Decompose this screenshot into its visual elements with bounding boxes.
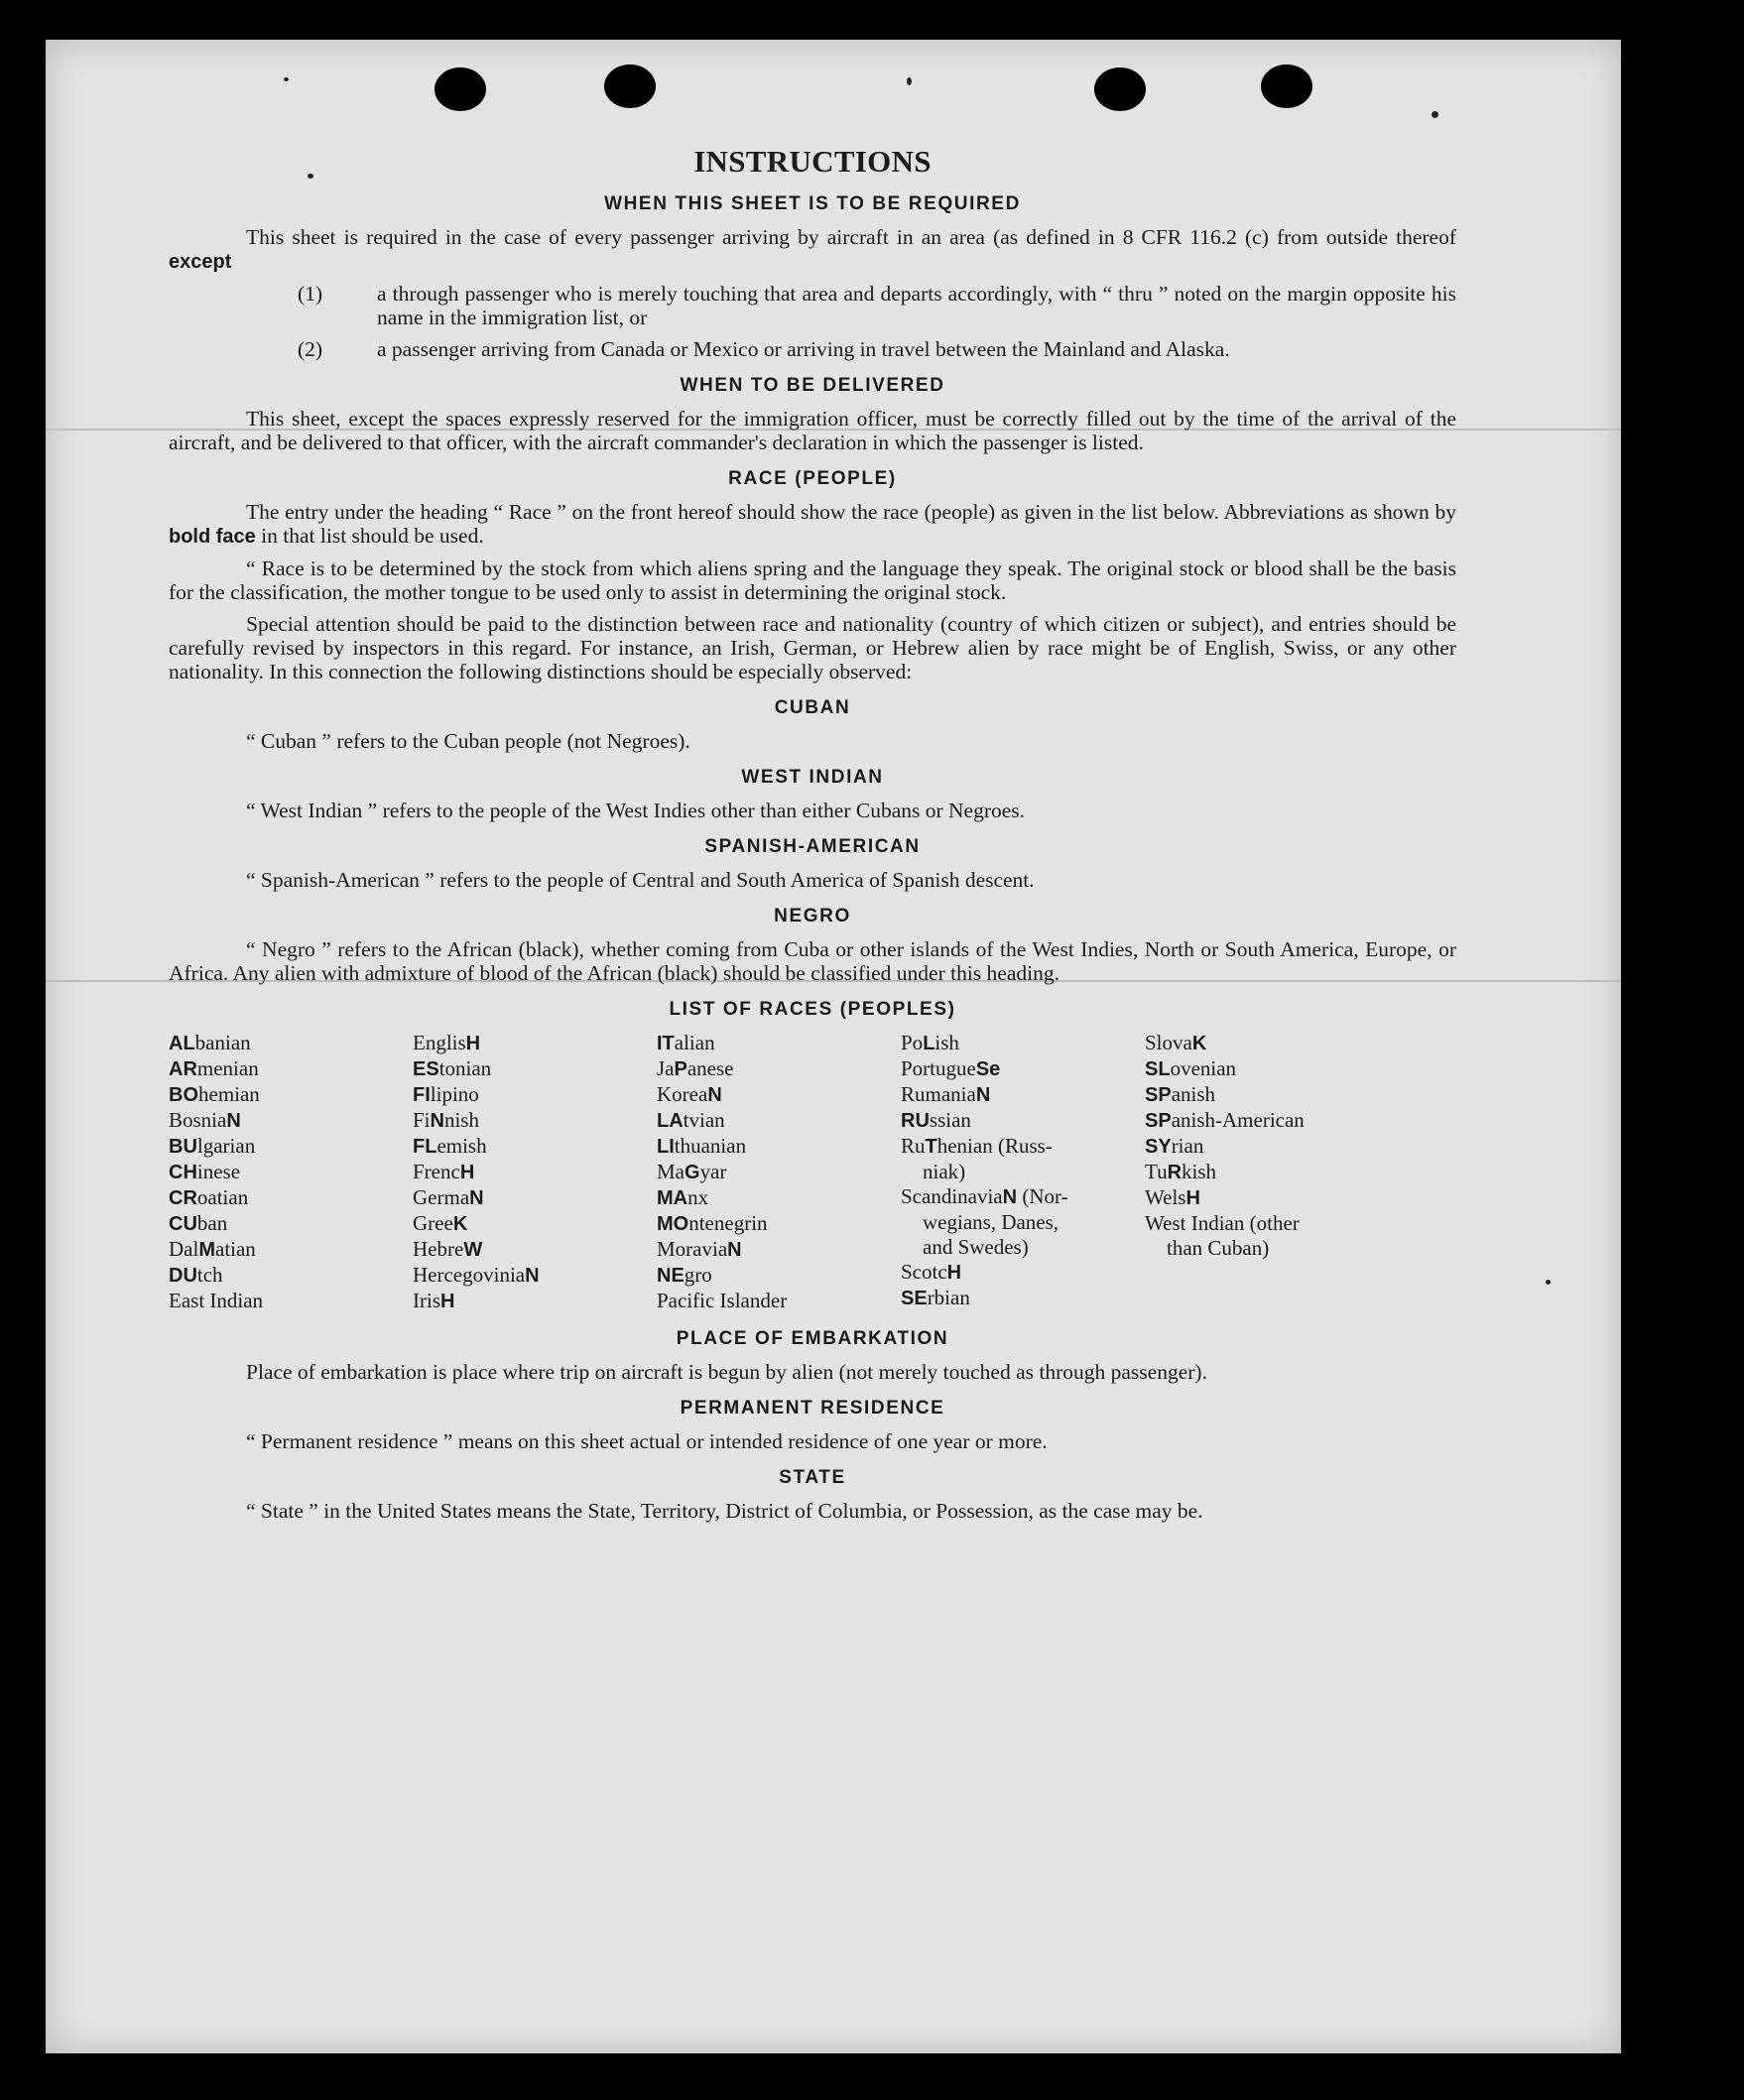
race-entry: DUtch bbox=[169, 1263, 223, 1287]
heading-embarkation: PLACE OF EMBARKATION bbox=[676, 1328, 949, 1349]
race-entry: HercegoviniaN bbox=[413, 1263, 540, 1287]
races-column bbox=[413, 1031, 657, 1314]
race-entry: CHinese bbox=[169, 1160, 241, 1183]
speck bbox=[907, 77, 912, 85]
paragraph-cuban: “ Cuban ” refers to the Cuban people (not Negroes). bbox=[246, 729, 690, 753]
race-entry: FrencH bbox=[413, 1160, 475, 1183]
paragraph-west-indian: “ West Indian ” refers to the people of the West Indies other than either Cubans or Negroes. bbox=[246, 799, 1026, 822]
race-entry: EnglisH bbox=[413, 1031, 481, 1054]
race-entry: East Indian bbox=[169, 1289, 264, 1312]
heading-list-of-races: LIST OF RACES (PEOPLES) bbox=[669, 999, 956, 1020]
race-entry: IrisH bbox=[413, 1289, 455, 1312]
race-entry: PortugueSe bbox=[901, 1056, 1001, 1080]
heading-spanish-american: SPANISH-AMERICAN bbox=[704, 836, 921, 857]
race-entry: NEgro bbox=[657, 1263, 712, 1287]
heading-cuban: CUBAN bbox=[774, 697, 851, 718]
race-entry: MoraviaN bbox=[657, 1237, 742, 1261]
paragraph-when-delivered: This sheet, except the spaces expressly reserved for the immigration officer, must be correctly filled out by the time of the arrival of the aircraft, and be delivered to that officer, with the aircraft commander's declaration in which the passenger is listed. bbox=[169, 407, 1456, 454]
race-entry: FLemish bbox=[413, 1134, 487, 1158]
race-entry: CRoatian bbox=[169, 1185, 249, 1209]
race-entry: ScotcH bbox=[901, 1260, 962, 1284]
races-column bbox=[657, 1031, 901, 1314]
race-entry: TuRkish bbox=[1145, 1160, 1217, 1183]
race-entry: RUssian bbox=[901, 1108, 971, 1132]
race-entry: FIlipino bbox=[413, 1082, 479, 1106]
race-entry: ALbanian bbox=[169, 1031, 251, 1054]
race-entry: ITalian bbox=[657, 1031, 715, 1054]
race-entry: HebreW bbox=[413, 1237, 483, 1261]
race-entry: CUban bbox=[169, 1211, 228, 1235]
races-column bbox=[1145, 1031, 1389, 1314]
race-entry: SErbian bbox=[901, 1286, 970, 1309]
race-entry: MOntenegrin bbox=[657, 1211, 768, 1235]
races-column bbox=[901, 1031, 1145, 1314]
race-entry: than Cuban) bbox=[1167, 1236, 1270, 1260]
speck bbox=[1546, 1280, 1551, 1285]
list-item: (1) a through passenger who is merely touching that area and departs accordingly, with “ thru ” noted on the margin opposite his name in the immigration list, or bbox=[298, 282, 1456, 329]
race-entry: Pacific Islander bbox=[657, 1289, 788, 1312]
races-list bbox=[169, 1031, 1456, 1314]
race-entry: and Swedes) bbox=[923, 1235, 1029, 1259]
race-entry: SPanish bbox=[1145, 1082, 1216, 1106]
race-entry: SYrian bbox=[1145, 1134, 1204, 1158]
race-entry: niak) bbox=[923, 1160, 966, 1183]
race-entry: SLovenian bbox=[1145, 1056, 1237, 1080]
instructions-content bbox=[169, 104, 1456, 1531]
paragraph-when-required: This sheet is required in the case of every passenger arriving by aircraft in an area (as defined in 8 CFR 116.2 (c) from outside thereof except bbox=[169, 225, 1456, 273]
heading-when-delivered: WHEN TO BE DELIVERED bbox=[680, 375, 945, 396]
punch-hole bbox=[604, 64, 656, 108]
paragraph-state: “ State ” in the United States means the State, Territory, District of Columbia, or Possession, as the case may be. bbox=[246, 1499, 1203, 1523]
race-entry: LAtvian bbox=[657, 1108, 725, 1132]
heading-permanent-residence: PERMANENT RESIDENCE bbox=[680, 1398, 945, 1419]
races-column bbox=[169, 1031, 413, 1314]
race-entry: MAnx bbox=[657, 1185, 709, 1209]
race-entry: MaGyar bbox=[657, 1160, 727, 1183]
race-entry: GermaN bbox=[413, 1185, 484, 1209]
race-entry: BOhemian bbox=[169, 1082, 260, 1106]
paragraph-race-2: “ Race is to be determined by the stock from which aliens spring and the language they speak. The original stock or blood shall be the basis for the classification, the mother tongue to be used only to assist in determining the original stock. bbox=[169, 556, 1456, 604]
race-entry: SlovaK bbox=[1145, 1031, 1207, 1054]
race-entry: BUlgarian bbox=[169, 1134, 256, 1158]
paragraph-spanish-american: “ Spanish-American ” refers to the people of Central and South America of Spanish descent. bbox=[246, 868, 1035, 892]
page-title: INSTRUCTIONS bbox=[693, 144, 932, 179]
heading-west-indian: WEST INDIAN bbox=[741, 767, 884, 788]
heading-race: RACE (PEOPLE) bbox=[728, 468, 897, 489]
speck bbox=[284, 77, 289, 81]
race-entry: ScandinaviaN (Nor- bbox=[901, 1184, 1068, 1208]
race-entry: JaPanese bbox=[657, 1056, 734, 1080]
race-entry: PoLish bbox=[901, 1031, 959, 1054]
race-entry: GreeK bbox=[413, 1211, 468, 1235]
paragraph-race-1: The entry under the heading “ Race ” on the front hereof should show the race (people) as given in the list below. Abbreviations as shown by bold face in that list should be used. bbox=[169, 500, 1456, 548]
race-entry: EStonian bbox=[413, 1056, 492, 1080]
paragraph-permanent-residence: “ Permanent residence ” means on this sheet actual or intended residence of one year or more. bbox=[246, 1429, 1048, 1453]
race-entry: DalMatian bbox=[169, 1237, 256, 1261]
race-entry: RumaniaN bbox=[901, 1082, 991, 1106]
list-item: (2) a passenger arriving from Canada or Mexico or arriving in travel between the Mainland and Alaska. bbox=[298, 337, 1230, 361]
race-entry: FiNnish bbox=[413, 1108, 479, 1132]
heading-state: STATE bbox=[779, 1467, 846, 1488]
race-entry: WelsH bbox=[1145, 1185, 1200, 1209]
punch-hole bbox=[1261, 64, 1312, 108]
race-entry: West Indian (other bbox=[1145, 1211, 1300, 1235]
race-entry: LIthuanian bbox=[657, 1134, 747, 1158]
paragraph-race-3: Special attention should be paid to the distinction between race and nationality (country of which citizen or subject), and entries should be carefully revised by inspectors in this regard. For instance, an Irish, German, or Hebrew alien by race might be of English, Swiss, or any other nationality. In this connection the following distinctions should be especially observed: bbox=[169, 612, 1456, 683]
race-entry: SPanish-American bbox=[1145, 1108, 1305, 1132]
paragraph-embarkation: Place of embarkation is place where trip on aircraft is begun by alien (not merely touched as through passenger). bbox=[246, 1360, 1207, 1384]
race-entry: KoreaN bbox=[657, 1082, 722, 1106]
race-entry: RuThenian (Russ- bbox=[901, 1134, 1053, 1158]
paragraph-negro: “ Negro ” refers to the African (black), whether coming from Cuba or other islands of the West Indies, North or South America, Europe, or Africa. Any alien with admixture of blood of the African (black) should be classified under this heading. bbox=[169, 937, 1456, 985]
race-entry: wegians, Danes, bbox=[923, 1210, 1059, 1234]
race-entry: BosniaN bbox=[169, 1108, 241, 1132]
race-entry: ARmenian bbox=[169, 1056, 259, 1080]
heading-negro: NEGRO bbox=[774, 906, 851, 926]
heading-when-required: WHEN THIS SHEET IS TO BE REQUIRED bbox=[604, 193, 1021, 214]
